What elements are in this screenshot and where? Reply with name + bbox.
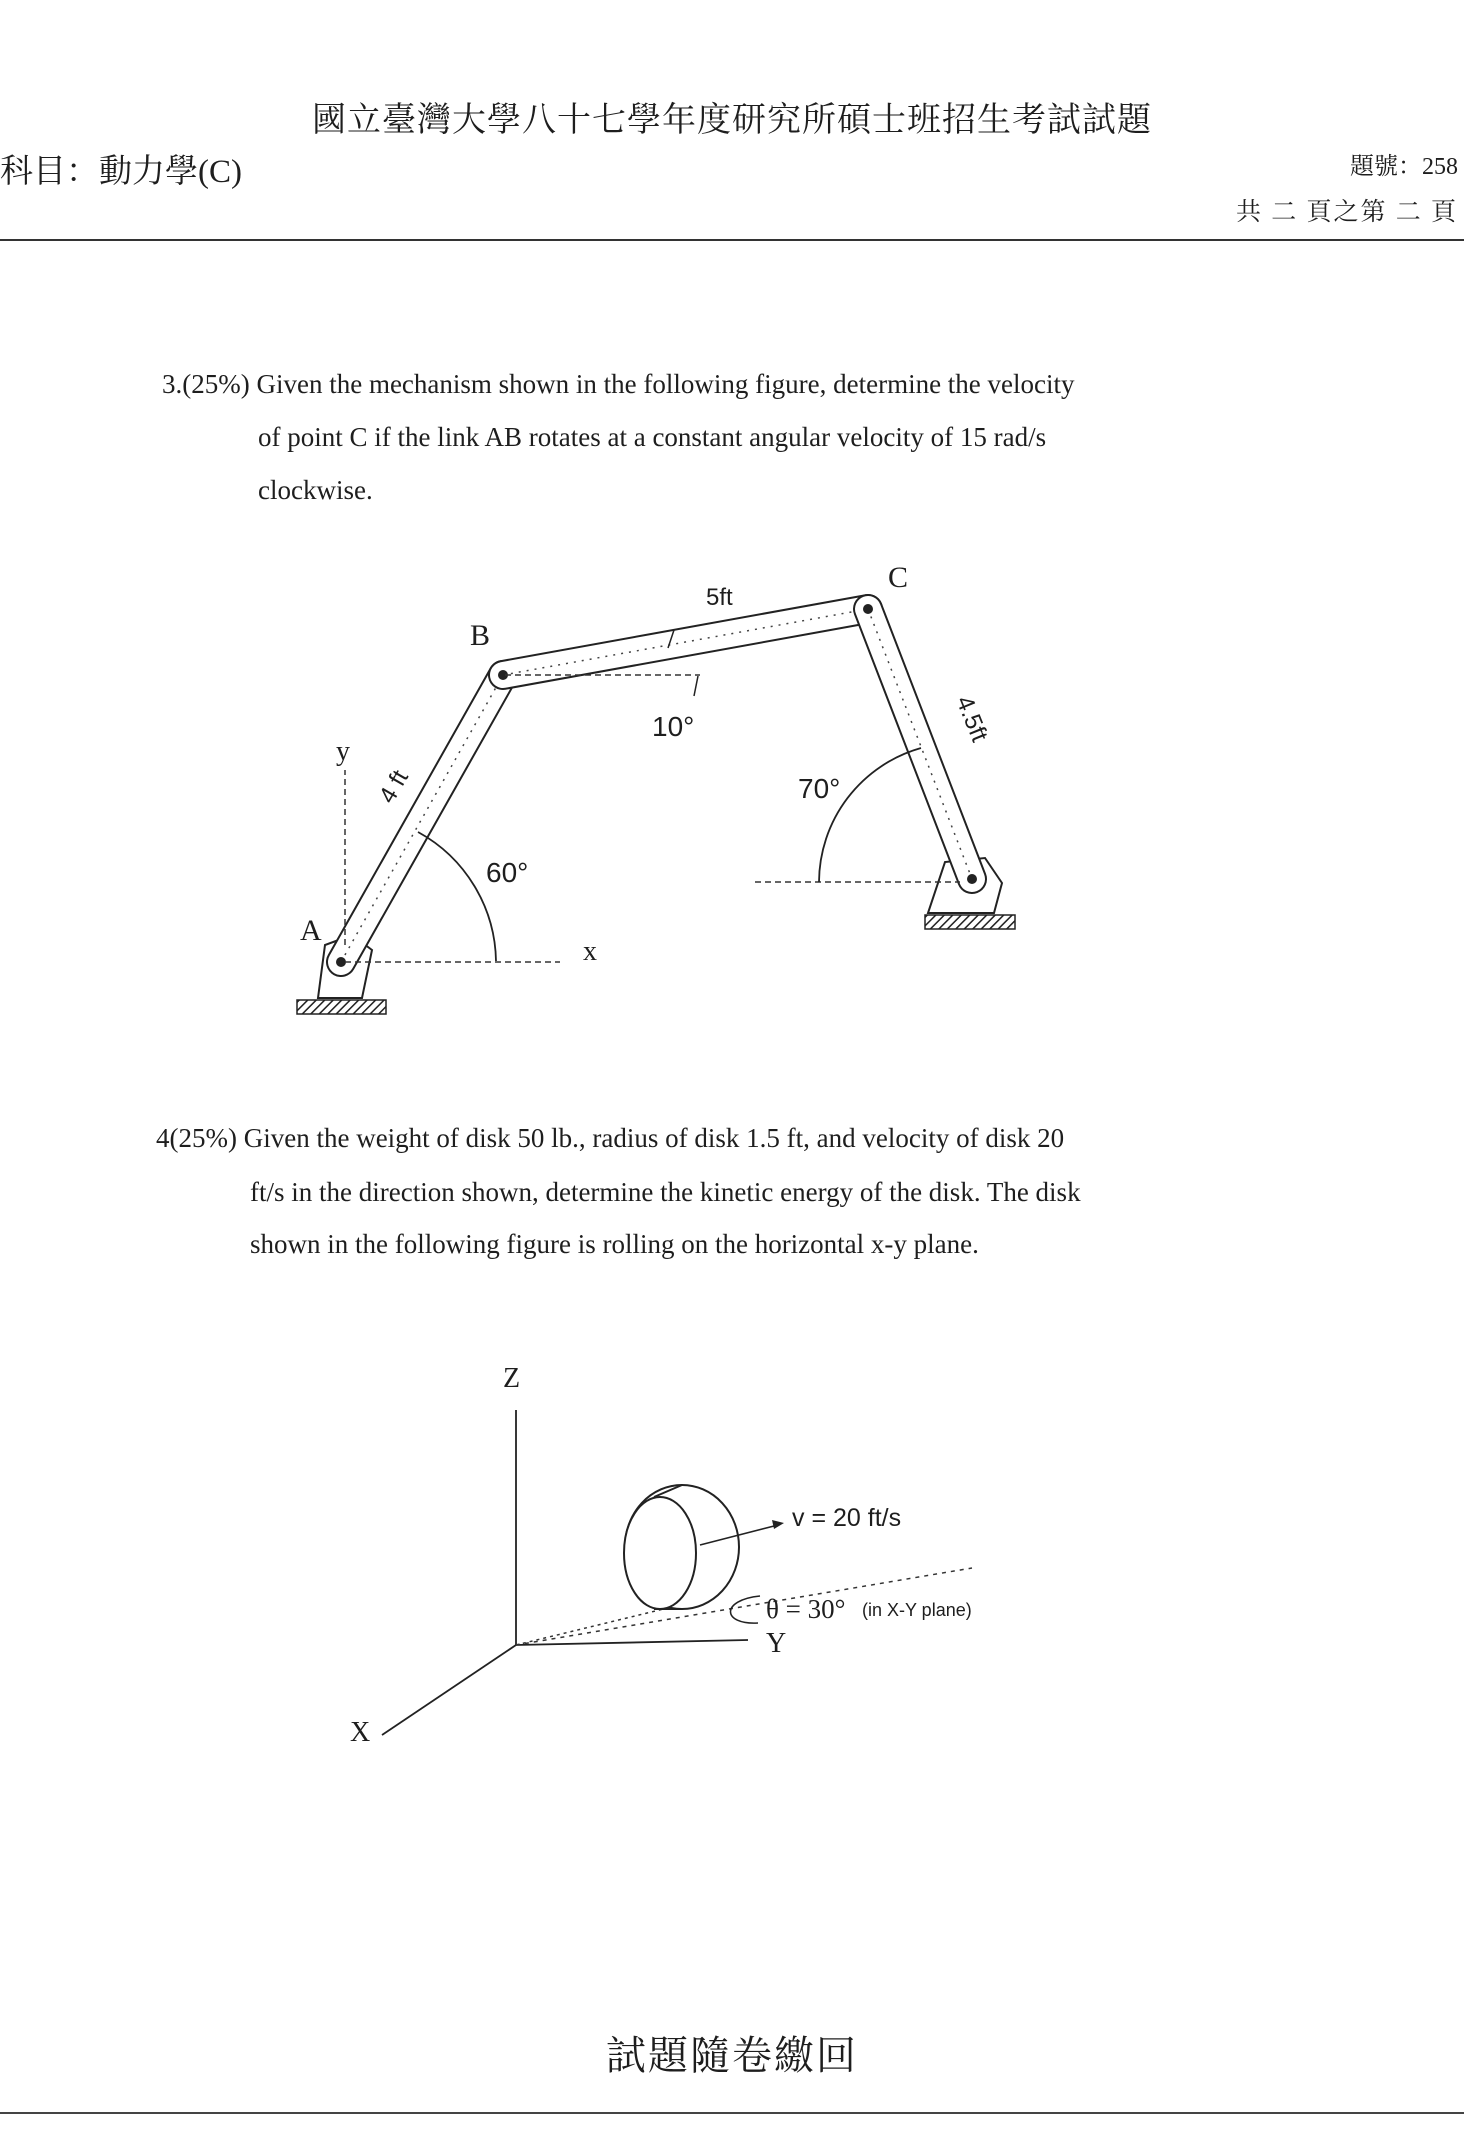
footer-note: 試題隨卷繳回	[606, 2033, 858, 2079]
label-angle-d: 70°	[798, 773, 841, 804]
x-axis	[382, 1645, 516, 1735]
label-point-c: C	[888, 561, 909, 594]
pin-a	[336, 957, 346, 967]
label-angle-b: 10°	[652, 711, 695, 742]
label-point-b: B	[470, 619, 491, 652]
label-velocity: v = 20 ft/s	[792, 1504, 902, 1532]
label-axis-z: Z	[503, 1363, 521, 1394]
disk-figure	[350, 1363, 972, 1748]
label-bc-length: 5ft	[706, 584, 733, 611]
disk-front-face	[624, 1497, 696, 1609]
angle-arc-d	[819, 748, 921, 882]
label-angle-a: 60°	[486, 857, 529, 888]
label-theta: θ = 30°	[766, 1594, 846, 1624]
link-cd	[868, 609, 972, 879]
pin-d	[967, 874, 977, 884]
label-ab-length: 4 ft	[373, 765, 414, 808]
subject-label: 科目：動力學(C)	[0, 154, 242, 190]
velocity-arrowhead	[772, 1520, 784, 1529]
label-axis-x: x	[583, 936, 597, 967]
theta-arc	[731, 1596, 761, 1623]
footer-divider	[0, 2112, 1464, 2114]
pin-c	[863, 604, 873, 614]
y-axis	[516, 1640, 748, 1645]
label-axis-y-3d: Y	[766, 1628, 787, 1659]
question-4-line-2: ft/s in the direction shown, determine the kinetic energy of the disk. The disk	[250, 1177, 1081, 1207]
label-axis-y: y	[336, 736, 350, 767]
label-axis-x-3d: X	[350, 1717, 371, 1748]
angle-arc-a	[418, 832, 496, 961]
question-4-line-1: 4(25%) Given the weight of disk 50 lb., radius of disk 1.5 ft, and velocity of disk 20	[156, 1123, 1065, 1153]
question-3-line-2: of point C if the link AB rotates at a constant angular velocity of 15 rad/s	[258, 422, 1047, 452]
exam-title: 國立臺灣大學八十七學年度研究所碩士班招生考試試題	[312, 102, 1152, 139]
question-4-line-3: shown in the following figure is rolling on the horizontal x-y plane.	[250, 1229, 979, 1259]
question-3-line-3: clockwise.	[258, 475, 373, 505]
question-3-line-1: 3.(25%) Given the mechanism shown in the following figure, determine the velocity	[162, 369, 1075, 399]
angle-b-leader	[694, 676, 698, 696]
contact-line	[516, 1605, 680, 1645]
label-theta-note: (in X-Y plane)	[862, 1600, 972, 1620]
page-indicator: 共 二 頁之第 二 頁	[1235, 199, 1458, 226]
label-cd-length: 4.5ft	[950, 692, 993, 746]
link-bc	[503, 609, 868, 675]
question-code: 題號：258	[1350, 154, 1458, 180]
label-point-a: A	[300, 914, 322, 947]
link-ab	[341, 675, 503, 962]
